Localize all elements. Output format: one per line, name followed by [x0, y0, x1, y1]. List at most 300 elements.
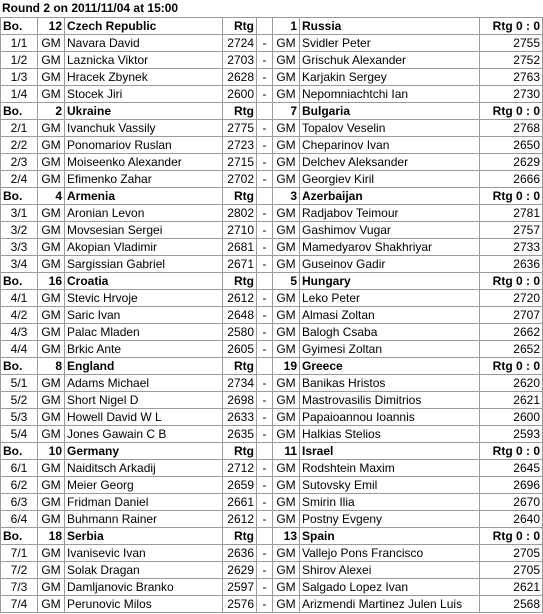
separator: - [257, 579, 273, 596]
away-player-title: GM [273, 562, 300, 579]
home-player-name: Fridman Daniel [65, 494, 223, 511]
board-row [1, 256, 543, 273]
home-player-title: GM [38, 409, 65, 426]
board-header: Bo. [1, 18, 38, 35]
home-player-name: Short Nigel D [65, 392, 223, 409]
away-player-rating: 2768 [480, 120, 543, 137]
separator: - [257, 137, 273, 154]
board-number: 3/2 [1, 222, 38, 239]
board-row [1, 341, 543, 358]
away-player-title: GM [273, 222, 300, 239]
away-player-rating: 2636 [480, 256, 543, 273]
away-player-name: Mastrovasilis Dimitrios [300, 392, 480, 409]
board-row [1, 137, 543, 154]
home-player-name: Ivanchuk Vassily [65, 120, 223, 137]
home-player-title: GM [38, 120, 65, 137]
away-team-name: Greece [300, 358, 480, 375]
board-number: 7/1 [1, 545, 38, 562]
away-player-rating: 2620 [480, 375, 543, 392]
board-row [1, 426, 543, 443]
away-player-rating: 2600 [480, 409, 543, 426]
away-player-rating: 2757 [480, 222, 543, 239]
home-team-number: 16 [38, 273, 65, 290]
home-team-name: Croatia [65, 273, 223, 290]
away-player-rating: 2781 [480, 205, 543, 222]
home-player-title: GM [38, 392, 65, 409]
board-row [1, 579, 543, 596]
home-player-title: GM [38, 596, 65, 613]
separator: - [257, 545, 273, 562]
away-player-rating: 2629 [480, 154, 543, 171]
separator: - [257, 256, 273, 273]
home-player-rating: 2597 [223, 579, 257, 596]
home-player-name: Akopian Vladimir [65, 239, 223, 256]
away-player-rating: 2645 [480, 460, 543, 477]
away-player-name: Svidler Peter [300, 35, 480, 52]
board-row [1, 545, 543, 562]
home-team-number: 10 [38, 443, 65, 460]
away-team-name: Bulgaria [300, 103, 480, 120]
home-player-title: GM [38, 256, 65, 273]
away-team-number: 3 [273, 188, 300, 205]
separator: - [257, 239, 273, 256]
away-player-title: GM [273, 426, 300, 443]
away-player-rating: 2733 [480, 239, 543, 256]
home-player-title: GM [38, 154, 65, 171]
home-team-number: 8 [38, 358, 65, 375]
board-header: Bo. [1, 273, 38, 290]
home-player-title: GM [38, 545, 65, 562]
away-player-name: Shirov Alexei [300, 562, 480, 579]
home-player-name: Meier Georg [65, 477, 223, 494]
home-player-title: GM [38, 69, 65, 86]
separator [257, 188, 273, 205]
board-row [1, 307, 543, 324]
away-player-rating: 2650 [480, 137, 543, 154]
rating-header: Rtg [223, 188, 257, 205]
away-team-number: 7 [273, 103, 300, 120]
rating-header: Rtg [223, 273, 257, 290]
separator: - [257, 205, 273, 222]
score-header: Rtg 0 : 0 [480, 103, 543, 120]
home-player-name: Stocek Jiri [65, 86, 223, 103]
away-player-rating: 2568 [480, 596, 543, 613]
away-player-rating: 2752 [480, 52, 543, 69]
board-number: 5/3 [1, 409, 38, 426]
rating-header: Rtg [223, 358, 257, 375]
match-header-row [1, 273, 543, 290]
home-player-title: GM [38, 562, 65, 579]
board-number: 7/2 [1, 562, 38, 579]
home-player-name: Navara David [65, 35, 223, 52]
away-player-title: GM [273, 154, 300, 171]
board-number: 2/2 [1, 137, 38, 154]
score-header: Rtg 0 : 0 [480, 443, 543, 460]
home-player-title: GM [38, 239, 65, 256]
board-number: 6/4 [1, 511, 38, 528]
away-player-rating: 2705 [480, 545, 543, 562]
away-player-title: GM [273, 290, 300, 307]
away-team-name: Hungary [300, 273, 480, 290]
away-team-number: 11 [273, 443, 300, 460]
away-player-title: GM [273, 239, 300, 256]
round-title: Round 2 on 2011/11/04 at 15:00 [2, 1, 179, 15]
board-number: 2/3 [1, 154, 38, 171]
away-player-title: GM [273, 52, 300, 69]
board-number: 6/3 [1, 494, 38, 511]
home-player-title: GM [38, 460, 65, 477]
home-team-name: Serbia [65, 528, 223, 545]
away-player-name: Arizmendi Martinez Julen Luis [300, 596, 480, 613]
away-player-name: Karjakin Sergey [300, 69, 480, 86]
home-player-name: Laznicka Viktor [65, 52, 223, 69]
rating-header: Rtg [223, 18, 257, 35]
away-player-rating: 2670 [480, 494, 543, 511]
away-player-title: GM [273, 86, 300, 103]
board-row [1, 392, 543, 409]
away-player-name: Balogh Csaba [300, 324, 480, 341]
home-team-number: 12 [38, 18, 65, 35]
away-player-name: Cheparinov Ivan [300, 137, 480, 154]
board-number: 4/1 [1, 290, 38, 307]
home-team-name: Germany [65, 443, 223, 460]
board-number: 2/4 [1, 171, 38, 188]
board-number: 7/3 [1, 579, 38, 596]
away-player-name: Almasi Zoltan [300, 307, 480, 324]
home-team-number: 18 [38, 528, 65, 545]
away-player-rating: 2652 [480, 341, 543, 358]
separator: - [257, 375, 273, 392]
home-player-name: Ivanisevic Ivan [65, 545, 223, 562]
home-player-name: Palac Mladen [65, 324, 223, 341]
board-row [1, 52, 543, 69]
home-player-name: Brkic Ante [65, 341, 223, 358]
home-player-rating: 2724 [223, 35, 257, 52]
home-player-rating: 2648 [223, 307, 257, 324]
home-player-rating: 2703 [223, 52, 257, 69]
away-player-title: GM [273, 579, 300, 596]
away-player-name: Gyimesi Zoltan [300, 341, 480, 358]
board-row [1, 154, 543, 171]
home-player-title: GM [38, 86, 65, 103]
home-player-rating: 2612 [223, 290, 257, 307]
home-player-title: GM [38, 341, 65, 358]
away-player-rating: 2755 [480, 35, 543, 52]
away-player-name: Smirin Ilia [300, 494, 480, 511]
away-player-name: Georgiev Kiril [300, 171, 480, 188]
away-player-title: GM [273, 137, 300, 154]
home-player-title: GM [38, 324, 65, 341]
home-player-title: GM [38, 35, 65, 52]
home-player-rating: 2698 [223, 392, 257, 409]
away-team-name: Azerbaijan [300, 188, 480, 205]
away-player-rating: 2707 [480, 307, 543, 324]
away-team-name: Russia [300, 18, 480, 35]
away-player-rating: 2593 [480, 426, 543, 443]
home-team-name: Czech Republic [65, 18, 223, 35]
home-player-name: Stevic Hrvoje [65, 290, 223, 307]
separator [257, 528, 273, 545]
home-player-name: Jones Gawain C B [65, 426, 223, 443]
away-player-title: GM [273, 596, 300, 613]
away-player-title: GM [273, 324, 300, 341]
home-player-name: Adams Michael [65, 375, 223, 392]
home-player-rating: 2671 [223, 256, 257, 273]
home-team-number: 4 [38, 188, 65, 205]
board-row [1, 120, 543, 137]
away-player-name: Vallejo Pons Francisco [300, 545, 480, 562]
home-player-rating: 2605 [223, 341, 257, 358]
separator: - [257, 460, 273, 477]
separator: - [257, 341, 273, 358]
away-player-rating: 2705 [480, 562, 543, 579]
home-player-rating: 2633 [223, 409, 257, 426]
board-row [1, 324, 543, 341]
away-team-number: 19 [273, 358, 300, 375]
separator [257, 273, 273, 290]
home-player-name: Naiditsch Arkadij [65, 460, 223, 477]
home-player-rating: 2580 [223, 324, 257, 341]
home-player-rating: 2775 [223, 120, 257, 137]
away-player-title: GM [273, 171, 300, 188]
separator: - [257, 426, 273, 443]
home-player-title: GM [38, 290, 65, 307]
away-player-title: GM [273, 256, 300, 273]
match-header-row [1, 528, 543, 545]
away-player-title: GM [273, 409, 300, 426]
separator: - [257, 307, 273, 324]
board-row [1, 375, 543, 392]
away-player-title: GM [273, 205, 300, 222]
separator: - [257, 494, 273, 511]
away-player-rating: 2662 [480, 324, 543, 341]
away-player-title: GM [273, 35, 300, 52]
home-player-name: Perunovic Milos [65, 596, 223, 613]
away-player-name: Rodshtein Maxim [300, 460, 480, 477]
separator [257, 103, 273, 120]
home-player-name: Howell David W L [65, 409, 223, 426]
home-player-title: GM [38, 375, 65, 392]
away-player-title: GM [273, 392, 300, 409]
away-player-rating: 2696 [480, 477, 543, 494]
separator: - [257, 69, 273, 86]
separator: - [257, 511, 273, 528]
away-player-name: Papaioannou Ioannis [300, 409, 480, 426]
away-player-rating: 2640 [480, 511, 543, 528]
away-player-rating: 2720 [480, 290, 543, 307]
separator: - [257, 222, 273, 239]
home-player-title: GM [38, 494, 65, 511]
board-number: 4/2 [1, 307, 38, 324]
match-header-row [1, 103, 543, 120]
home-player-title: GM [38, 171, 65, 188]
away-player-name: Leko Peter [300, 290, 480, 307]
away-player-name: Nepomniachtchi Ian [300, 86, 480, 103]
away-player-name: Radjabov Teimour [300, 205, 480, 222]
score-header: Rtg 0 : 0 [480, 358, 543, 375]
home-player-title: GM [38, 579, 65, 596]
home-player-title: GM [38, 137, 65, 154]
score-header: Rtg 0 : 0 [480, 18, 543, 35]
away-player-title: GM [273, 477, 300, 494]
board-number: 6/2 [1, 477, 38, 494]
home-player-rating: 2681 [223, 239, 257, 256]
home-player-rating: 2576 [223, 596, 257, 613]
away-player-title: GM [273, 69, 300, 86]
separator [257, 443, 273, 460]
board-number: 4/3 [1, 324, 38, 341]
away-team-name: Israel [300, 443, 480, 460]
separator [257, 18, 273, 35]
rating-header: Rtg [223, 443, 257, 460]
home-player-rating: 2636 [223, 545, 257, 562]
pairings-table [0, 17, 543, 613]
board-number: 3/1 [1, 205, 38, 222]
away-player-name: Grischuk Alexander [300, 52, 480, 69]
board-row [1, 409, 543, 426]
score-header: Rtg 0 : 0 [480, 273, 543, 290]
score-header: Rtg 0 : 0 [480, 528, 543, 545]
away-player-title: GM [273, 460, 300, 477]
home-player-name: Movsesian Sergei [65, 222, 223, 239]
rating-header: Rtg [223, 528, 257, 545]
board-header: Bo. [1, 528, 38, 545]
away-team-number: 5 [273, 273, 300, 290]
home-player-rating: 2659 [223, 477, 257, 494]
home-player-rating: 2612 [223, 511, 257, 528]
away-player-name: Topalov Veselin [300, 120, 480, 137]
separator: - [257, 120, 273, 137]
board-row [1, 562, 543, 579]
score-header: Rtg 0 : 0 [480, 188, 543, 205]
board-number: 6/1 [1, 460, 38, 477]
home-player-rating: 2723 [223, 137, 257, 154]
home-player-rating: 2710 [223, 222, 257, 239]
away-player-title: GM [273, 341, 300, 358]
home-player-rating: 2629 [223, 562, 257, 579]
away-team-number: 1 [273, 18, 300, 35]
away-player-name: Salgado Lopez Ivan [300, 579, 480, 596]
separator: - [257, 290, 273, 307]
home-player-title: GM [38, 222, 65, 239]
away-player-title: GM [273, 511, 300, 528]
away-player-title: GM [273, 545, 300, 562]
home-player-rating: 2661 [223, 494, 257, 511]
away-player-title: GM [273, 375, 300, 392]
away-player-name: Guseinov Gadir [300, 256, 480, 273]
board-number: 1/4 [1, 86, 38, 103]
home-player-title: GM [38, 426, 65, 443]
away-player-name: Postny Evgeny [300, 511, 480, 528]
board-row [1, 239, 543, 256]
home-player-name: Sargissian Gabriel [65, 256, 223, 273]
separator: - [257, 596, 273, 613]
match-header-row [1, 188, 543, 205]
board-row [1, 290, 543, 307]
board-row [1, 69, 543, 86]
board-number: 5/4 [1, 426, 38, 443]
board-row [1, 205, 543, 222]
home-player-name: Moiseenko Alexander [65, 154, 223, 171]
board-header: Bo. [1, 103, 38, 120]
home-player-name: Efimenko Zahar [65, 171, 223, 188]
home-player-title: GM [38, 205, 65, 222]
board-header: Bo. [1, 358, 38, 375]
home-player-name: Buhmann Rainer [65, 511, 223, 528]
away-player-rating: 2730 [480, 86, 543, 103]
separator: - [257, 409, 273, 426]
board-row [1, 596, 543, 613]
match-header-row [1, 18, 543, 35]
home-player-title: GM [38, 52, 65, 69]
away-player-rating: 2621 [480, 579, 543, 596]
board-header: Bo. [1, 443, 38, 460]
board-number: 3/4 [1, 256, 38, 273]
away-player-title: GM [273, 120, 300, 137]
board-row [1, 171, 543, 188]
home-player-rating: 2628 [223, 69, 257, 86]
away-player-title: GM [273, 494, 300, 511]
home-player-name: Aronian Levon [65, 205, 223, 222]
board-number: 5/2 [1, 392, 38, 409]
separator: - [257, 154, 273, 171]
board-number: 4/4 [1, 341, 38, 358]
home-player-rating: 2734 [223, 375, 257, 392]
separator [257, 358, 273, 375]
board-row [1, 86, 543, 103]
away-player-name: Mamedyarov Shakhriyar [300, 239, 480, 256]
board-header: Bo. [1, 188, 38, 205]
match-header-row [1, 443, 543, 460]
pairings-body [1, 18, 543, 613]
board-row [1, 35, 543, 52]
match-header-row [1, 358, 543, 375]
home-team-number: 2 [38, 103, 65, 120]
home-player-name: Ponomariov Ruslan [65, 137, 223, 154]
separator: - [257, 477, 273, 494]
away-player-name: Halkias Stelios [300, 426, 480, 443]
separator: - [257, 392, 273, 409]
board-row [1, 222, 543, 239]
board-row [1, 511, 543, 528]
home-player-rating: 2712 [223, 460, 257, 477]
board-number: 5/1 [1, 375, 38, 392]
board-row [1, 477, 543, 494]
away-player-title: GM [273, 307, 300, 324]
board-number: 1/3 [1, 69, 38, 86]
separator: - [257, 86, 273, 103]
board-number: 1/2 [1, 52, 38, 69]
away-player-name: Gashimov Vugar [300, 222, 480, 239]
away-player-name: Banikas Hristos [300, 375, 480, 392]
separator: - [257, 171, 273, 188]
board-number: 7/4 [1, 596, 38, 613]
board-number: 1/1 [1, 35, 38, 52]
away-player-name: Sutovsky Emil [300, 477, 480, 494]
away-player-rating: 2621 [480, 392, 543, 409]
home-player-rating: 2802 [223, 205, 257, 222]
separator: - [257, 324, 273, 341]
home-player-name: Solak Dragan [65, 562, 223, 579]
home-player-title: GM [38, 477, 65, 494]
away-team-name: Spain [300, 528, 480, 545]
home-player-title: GM [38, 307, 65, 324]
home-team-name: Ukraine [65, 103, 223, 120]
board-number: 3/3 [1, 239, 38, 256]
home-team-name: Armenia [65, 188, 223, 205]
away-player-rating: 2763 [480, 69, 543, 86]
home-player-title: GM [38, 511, 65, 528]
